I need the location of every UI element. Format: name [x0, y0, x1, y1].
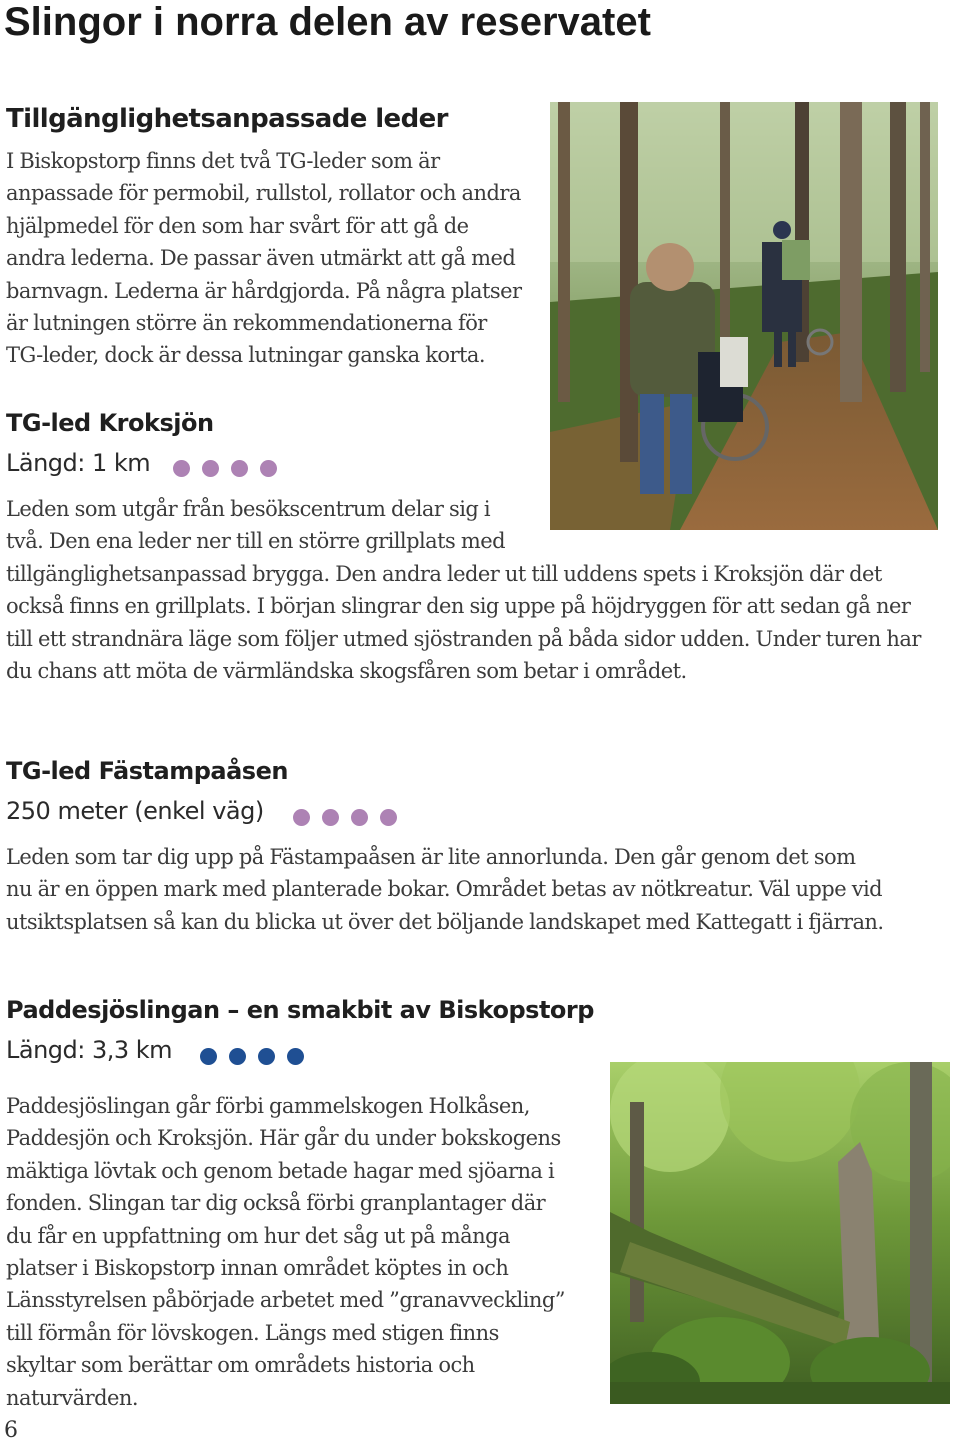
- text-line: Paddesjön och Kroksjön. Här går du under bokskogens: [6, 1126, 561, 1151]
- text-line: också finns en grillplats. I början slingrar den sig uppe på höjdryggen för att sedan gå ner: [6, 594, 911, 619]
- trail-marker-dot: [200, 1048, 217, 1065]
- fastampaasen-trail-markers: [293, 809, 397, 826]
- text-line: hjälpmedel för den som har svårt för att gå de: [6, 213, 469, 238]
- trail-marker-dot: [260, 460, 277, 477]
- text-line: I Biskopstorp finns det två TG-leder som är: [6, 149, 440, 173]
- text-line: andra lederna. De passar även utmärkt att gå med: [6, 246, 516, 271]
- text-line: Paddesjöslingan går förbi gammelskogen Holkåsen,: [6, 1094, 530, 1118]
- text-line: du får en uppfattning om hur det såg ut på många: [6, 1223, 510, 1248]
- trail-marker-dot: [322, 809, 339, 826]
- fastampaasen-text: [6, 841, 884, 938]
- tg-intro-text: [6, 145, 521, 372]
- paddesjo-length: Längd: 3,3 km: [6, 1036, 173, 1064]
- trail-marker-dot: [351, 809, 368, 826]
- trail-marker-dot: [231, 460, 248, 477]
- text-line: Leden som tar dig upp på Fästampaåsen är lite annorlunda. Den går genom det som: [6, 845, 856, 869]
- kroksjon-text: [6, 493, 921, 687]
- kroksjon-trail-markers: [173, 460, 277, 477]
- fastampaasen-length: 250 meter (enkel väg): [6, 797, 264, 825]
- page-title: Slingor i norra delen av reservatet: [4, 0, 651, 44]
- kroksjon-length: Längd: 1 km: [6, 449, 151, 477]
- text-line: anpassade för permobil, rullstol, rollator och andra: [6, 181, 521, 206]
- text-line: Leden som utgår från besökscentrum delar sig i: [6, 497, 491, 521]
- page-number: 6: [4, 1418, 18, 1443]
- tg-intro-heading: Tillgänglighetsanpassade leder: [6, 104, 448, 134]
- trail-marker-dot: [293, 809, 310, 826]
- fastampaasen-heading: TG-led Fästampaåsen: [6, 757, 288, 785]
- text-line: mäktiga lövtak och genom betade hagar med sjöarna i: [6, 1158, 555, 1183]
- text-line: skyltar som berättar om områdets historia och: [6, 1353, 475, 1378]
- trail-marker-dot: [258, 1048, 275, 1065]
- text-line: Länsstyrelsen påbörjade arbetet med ”granavveckling”: [6, 1288, 565, 1313]
- text-line: utsiktsplatsen så kan du blicka ut över det böljande landskapet med Kattegatt i fjärran.: [6, 909, 884, 934]
- text-line: barnvagn. Lederna är hårdgjorda. På några platser: [6, 278, 522, 303]
- forest-path-wheelchair-photo: [550, 102, 938, 530]
- text-line: till förmån för lövskogen. Längs med stigen finns: [6, 1320, 499, 1345]
- text-line: platser i Biskopstorp innan området köptes in och: [6, 1256, 509, 1281]
- text-line: fonden. Slingan tar dig också förbi granplantager där: [6, 1191, 546, 1216]
- paddesjo-trail-markers: [200, 1048, 304, 1065]
- trail-marker-dot: [287, 1048, 304, 1065]
- text-line: till ett strandnära läge som följer utmed sjöstranden på båda sidor udden. Under turen har: [6, 626, 921, 651]
- paddesjo-text: [6, 1090, 565, 1414]
- text-line: naturvärden.: [6, 1385, 138, 1410]
- trail-marker-dot: [202, 460, 219, 477]
- trail-marker-dot: [173, 460, 190, 477]
- text-line: tillgänglighetsanpassad brygga. Den andra leder ut till uddens spets i Kroksjön där det: [6, 561, 882, 586]
- text-line: du chans att möta de värmländska skogsfåren som betar i området.: [6, 659, 687, 684]
- trail-marker-dot: [380, 809, 397, 826]
- text-line: TG-leder, dock är dessa lutningar ganska korta.: [6, 343, 485, 368]
- trail-marker-dot: [229, 1048, 246, 1065]
- text-line: nu är en öppen mark med planterade bokar. Området betas av nötkreatur. Väl uppe vid: [6, 877, 883, 902]
- text-line: två. Den ena leder ner till en större grillplats med: [6, 529, 505, 554]
- paddesjo-heading: Paddesjöslingan – en smakbit av Biskopstorp: [6, 996, 594, 1024]
- kroksjon-heading: TG-led Kroksjön: [6, 409, 214, 437]
- old-growth-forest-photo: [610, 1062, 950, 1404]
- text-line: är lutningen större än rekommendationerna för: [6, 311, 487, 336]
